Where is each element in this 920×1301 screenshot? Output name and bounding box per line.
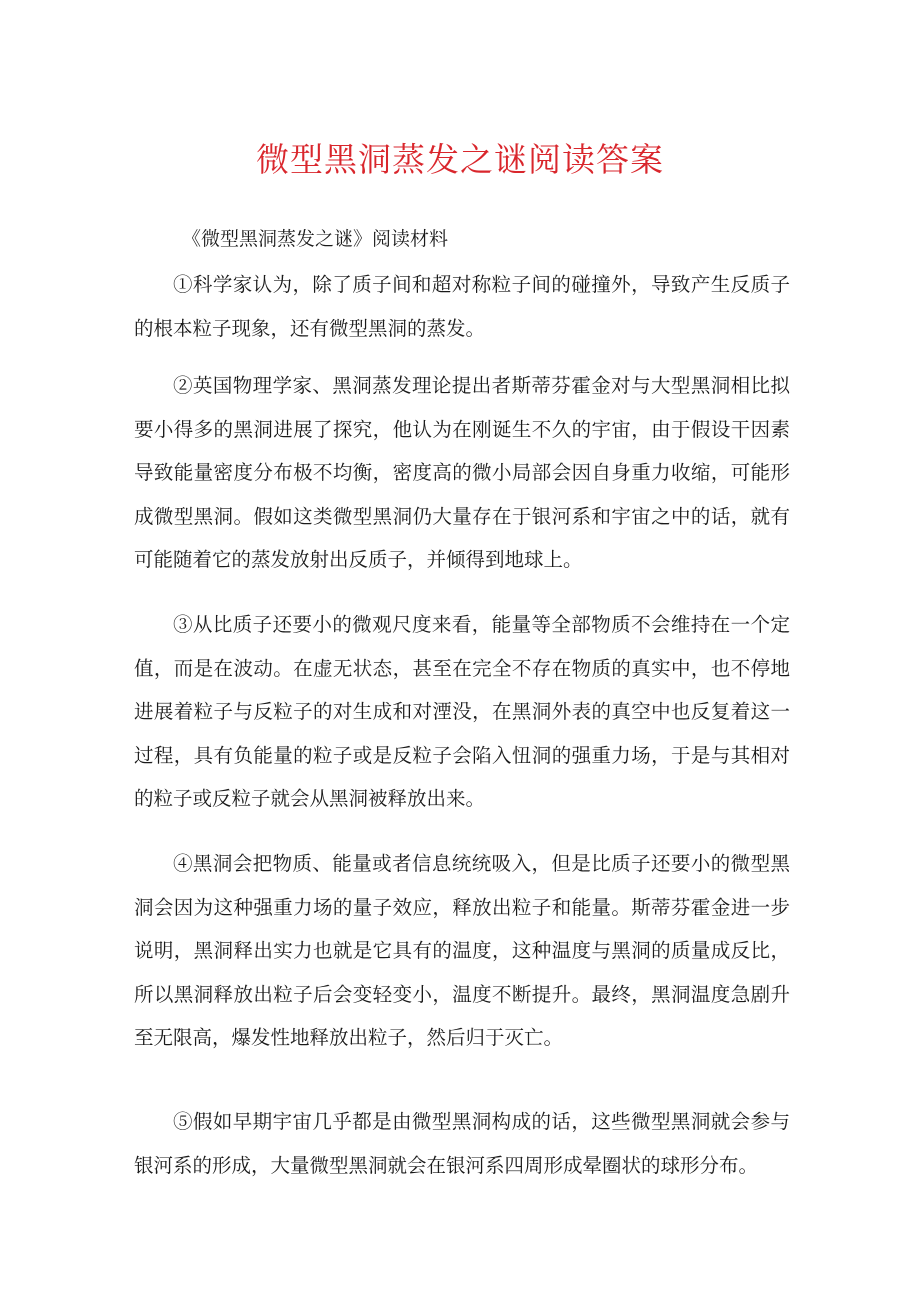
- page-title: 微型黑洞蒸发之谜阅读答案: [256, 140, 664, 179]
- paragraph-1: ①科学家认为，除了质子间和超对称粒子间的碰撞外，导致产生反质子的根本粒子现象，还有微型黑洞的蒸发。: [134, 273, 790, 340]
- paragraph-4: ④黑洞会把物质、能量或者信息统统吸入，但是比质子还要小的微型黑洞会因为这种强重力场的量子效应，释放出粒子和能量。斯蒂芬霍金进一步说明，黑洞释出实力也就是它具有的温度，这种温度与黑洞的质量成反比，所以黑洞释放出粒子后会变轻变小，温度不断提升。最终，黑洞温度急剧升至无限高，爆发性地释放出粒子，然后归于灭亡。: [134, 852, 790, 1049]
- paragraph-5: ⑤假如早期宇宙几乎都是由微型黑洞构成的话，这些微型黑洞就会参与银河系的形成，大量微型黑洞就会在银河系四周形成晕圈状的球形分布。: [134, 1110, 790, 1177]
- paragraph-3: ③从比质子还要小的微观尺度来看，能量等全部物质不会维持在一个定值，而是在波动。在虚无状态，甚至在完全不存在物质的真实中，也不停地进展着粒子与反粒子的对生成和对湮没，在黑洞外表的真空中也反复着这一过程，具有负能量的粒子或是反粒子会陷入忸洞的强重力场，于是与其相对的粒子或反粒子就会从黑洞被释放出来。: [134, 613, 790, 810]
- paragraph-2: ②英国物理学家、黑洞蒸发理论提出者斯蒂芬霍金对与大型黑洞相比拟要小得多的黑洞进展了探究，他认为在刚诞生不久的宇宙，由于假设干因素导致能量密度分布极不均衡，密度高的微小局部会因自身重力收缩，可能形成微型黑洞。假如这类微型黑洞仍大量存在于银河系和宇宙之中的话，就有可能随着它的蒸发放射出反质子，并倾得到地球上。: [134, 374, 790, 571]
- material-subtitle: 《微型黑洞蒸发之谜》阅读材料: [182, 228, 449, 250]
